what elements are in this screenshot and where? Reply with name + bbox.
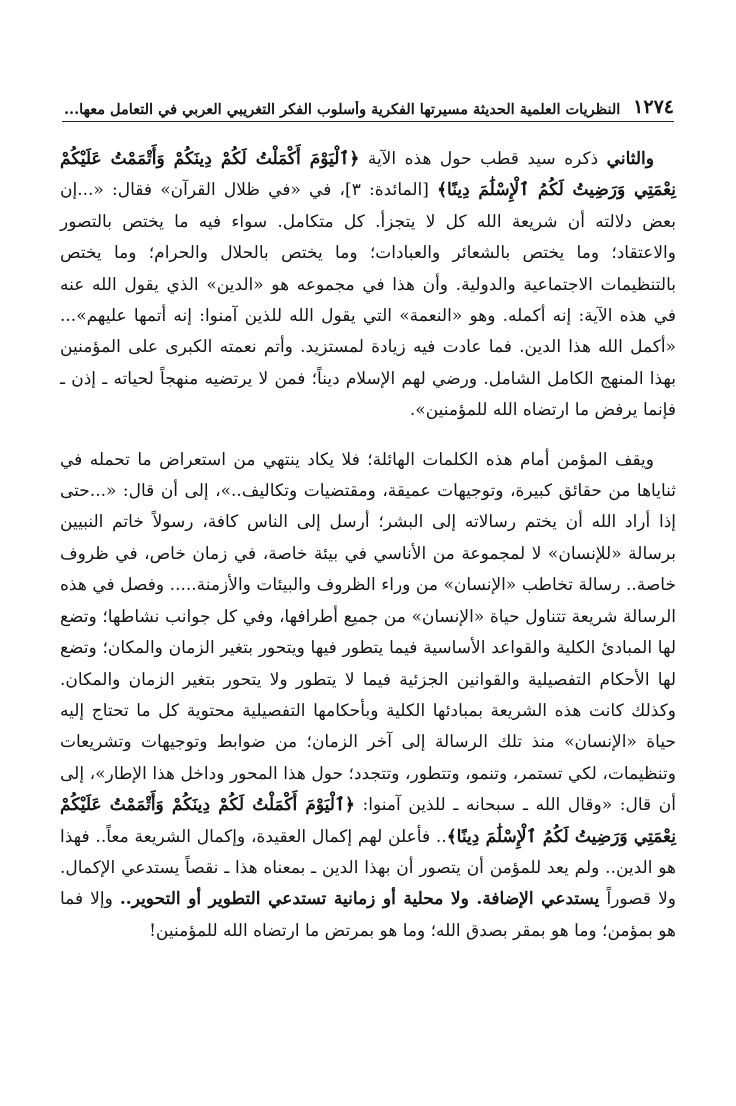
paragraph-text: ويقف المؤمن أمام هذه الكلمات الهائلة؛ فلا يكاد ينتهي من استعراض ما تحمله في ثناياها من حقائق كبيرة، وتوجيهات عميقة، ومقتضيات وتكاليف..»، إلى أن قال: «...حتى إذا أراد الله أن يختم رسالاته إلى البشر؛ أرسل إلى الناس كافة، رسولاً خاتم النبيين برسالة «للإنسان» لا لمجموعة من الأناسي في بيئة خاصة، في زمان خاص، في ظروف خاصة.. رسالة تخاطب «الإنسان» من وراء الظروف والبيئات والأزمنة..... وفصل في هذه الرسالة شريعة تتناول حياة «الإنسان» من جميع أطرافها، وفي كل جوانب نشاطها؛ وتضع لها المبادئ الكلية والقواعد الأساسية فيما يتطور فيها ويتحور بتغير الزمان والمكان؛ وتضع لها الأحكام التفصيلية والقوانين الجزئية فيما لا يتطور ولا يتحور بتغير الزمان والمكان. وكذلك كانت هذه الشريعة بمبادئها الكلية وبأحكامها التفصيلية محتوية كل ما تحتاج إليه حياة «الإنسان» منذ تلك الرسالة إلى آخر الزمان؛ من ضوابط وتوجيهات وتشريعات وتنظيمات، لكي تستمر، وتنمو، وتتطور، وتتجدد؛ حول هذا المحور وداخل هذا الإطار»، إلى أن قال: «وقال الله ـ سبحانه ـ للذين آمنوا: bbox=[60, 449, 676, 816]
running-title: النظريات العلمية الحديثة مسيرتها الفكرية وأسلوب الفكر التغريبي العربي في التعامل معها... bbox=[64, 101, 621, 118]
paragraph-text: .. فأعلن لهم إكمال العقيدة، وإكمال الشريعة معاً.. فهذا هو الدين.. ولم يعد للمؤمن أن يتصور أن بهذا الدين ـ بمعناه هذا ـ نقصاً يستدعي الإكمال. ولا قصوراً bbox=[60, 826, 676, 910]
emphasized-text: يستدعي الإضافة. ولا محلية أو زمانية تستدعي التطوير أو التحوير.. bbox=[119, 889, 600, 910]
paragraph-2 bbox=[60, 445, 676, 948]
running-header bbox=[64, 92, 674, 118]
paragraph-1 bbox=[60, 144, 676, 427]
lead-word: والثاني bbox=[606, 149, 654, 169]
page-number: ١٢٧٤ bbox=[633, 96, 674, 118]
quran-verse: ﴿ٱلْيَوْمَ أَكْمَلْتُ لَكُمْ دِينَكُمْ وَأَتْمَمْتُ عَلَيْكُمْ نِعْمَتِي وَرَضِيتُ لَكُمُ ٱلْإِسْلَٰمَ دِينًا﴾ bbox=[60, 149, 676, 201]
paragraph-text: [المائدة: ٣]، في «في ظلال القرآن» فقال: «...إن بعض دلالته أن شريعة الله كل لا يتجزأ. كل متكامل. سواء فيه ما يختص بالتصور والاعتقاد؛ وما يختص بالشعائر والعبادات؛ وما يختص بالحلال والحرام؛ وما يختص بالتنظيمات الاجتماعية والدولية. وأن هذا في مجموعه هو «الدين» الذي يقول الله عنه في هذه الآية: إنه أكمله. وهو «النعمة» التي يقول الله للذين آمنوا: إنه أتمها عليهم»... «أكمل الله هذا الدين. فما عادت فيه زيادة لمستزيد. وأتم نعمته الكبرى على المؤمنين بهذا المنهج الكامل الشامل. ورضي لهم الإسلام ديناً؛ فمن لا يرتضيه منهجاً لحياته ـ إذن ـ فإنما يرفض ما ارتضاه الله للمؤمنين». bbox=[60, 180, 676, 421]
paragraph-text: ذكره سيد قطب حول هذه الآية bbox=[359, 149, 607, 169]
header-rule bbox=[62, 121, 674, 122]
paragraph-text: وإلا فما هو بمؤمن؛ وما هو بمقر بصدق الله؛ وما هو بمرتض ما ارتضاه الله للمؤمنين! bbox=[60, 889, 676, 941]
body-text bbox=[60, 144, 676, 947]
quran-verse: ﴿ٱلْيَوْمَ أَكْمَلْتُ لَكُمْ دِينَكُمْ وَأَتْمَمْتُ عَلَيْكُمْ نِعْمَتِي وَرَضِيتُ لَكُمُ ٱلْإِسْلَٰمَ دِينًا﴾ bbox=[60, 795, 676, 847]
